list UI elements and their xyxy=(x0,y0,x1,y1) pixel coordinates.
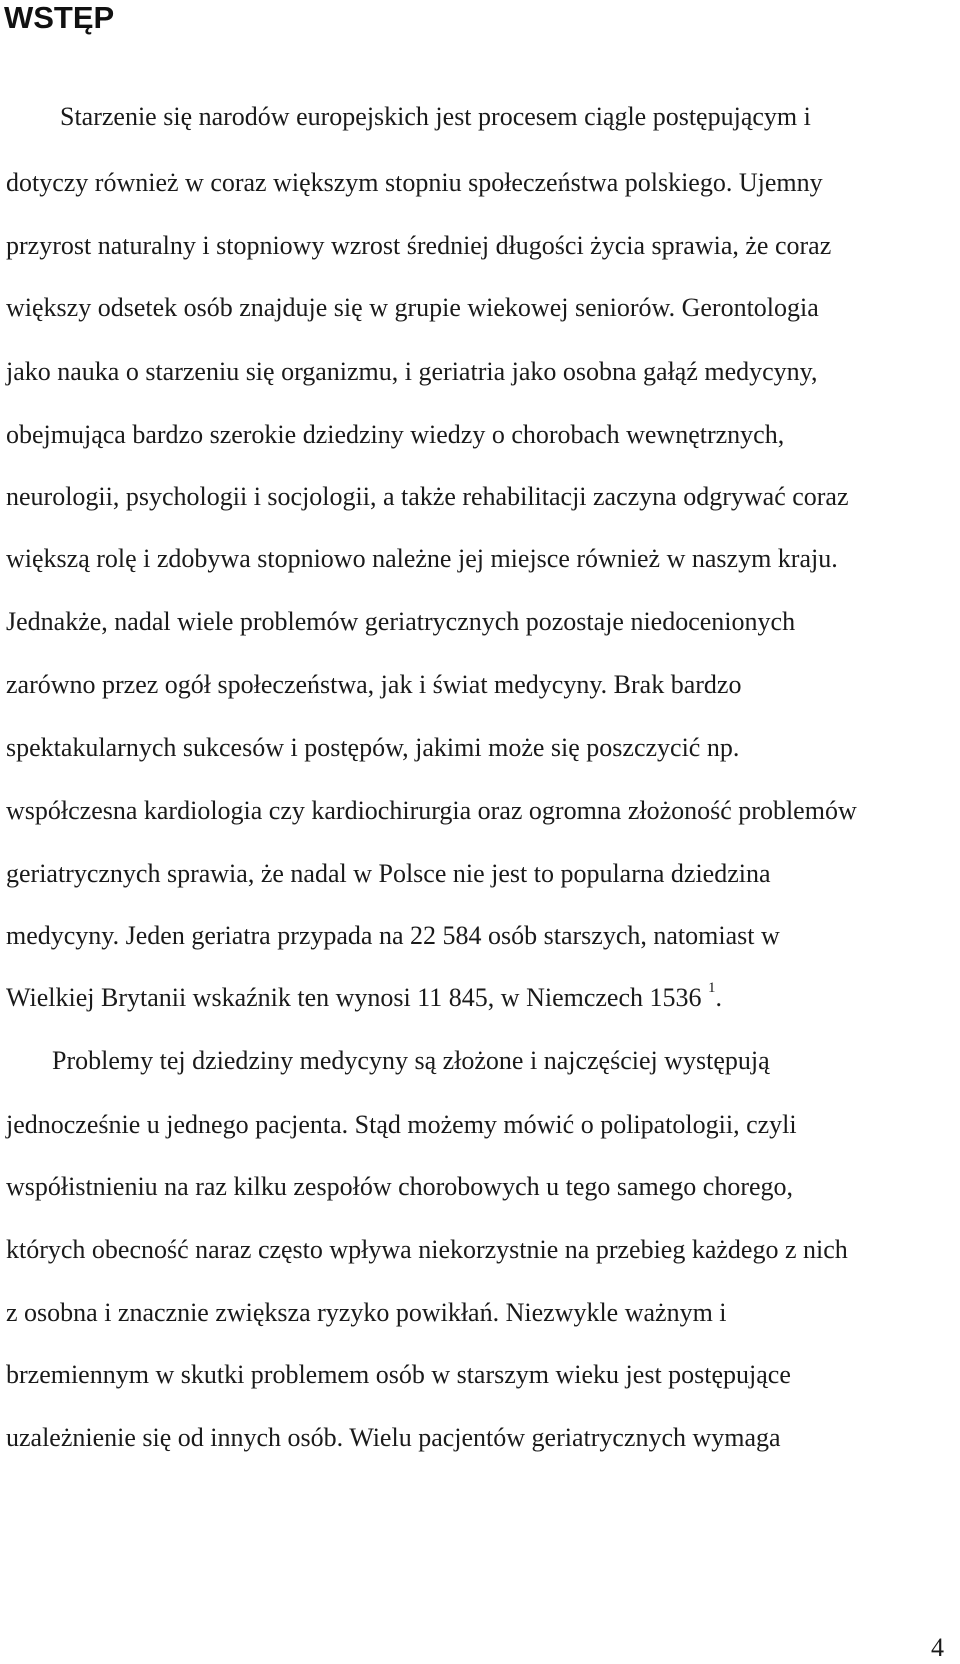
text-line: brzemiennym w skutki problemem osób w starszym wieku jest postępujące xyxy=(6,1360,791,1389)
text-line-content: Wielkiej Brytanii wskaźnik ten wynosi 11 845, w Niemczech 1536 xyxy=(6,983,702,1012)
text-line: współistnieniu na raz kilku zespołów chorobowych u tego samego chorego, xyxy=(6,1172,794,1201)
text-line: zarówno przez ogół społeczeństwa, jak i świat medycyny. Brak bardzo xyxy=(6,670,742,699)
text-line: Jednakże, nadal wiele problemów geriatrycznych pozostaje niedocenionych xyxy=(6,607,796,636)
text-line: z osobna i znacznie zwiększa ryzyko powikłań. Niezwykle ważnym i xyxy=(6,1298,727,1327)
text-line: jednocześnie u jednego pacjenta. Stąd możemy mówić o polipatologii, czyli xyxy=(6,1110,797,1139)
text-line: których obecność naraz często wpływa niekorzystnie na przebieg każdego z nich xyxy=(6,1235,848,1264)
footnote-marker: 1 xyxy=(708,980,716,996)
text-line: przyrost naturalny i stopniowy wzrost średniej długości życia sprawia, że coraz xyxy=(6,231,832,260)
text-line: medycyny. Jeden geriatra przypada na 22 584 osób starszych, natomiast w xyxy=(6,921,780,950)
text-line-with-footnote xyxy=(6,982,722,1014)
text-line: obejmująca bardzo szerokie dziedziny wiedzy o chorobach wewnętrznych, xyxy=(6,420,785,449)
footnote-trailing: . xyxy=(715,983,722,1012)
page-number: 4 xyxy=(931,1633,944,1662)
text-line: współczesna kardiologia czy kardiochirurgia oraz ogromna złożoność problemów xyxy=(6,796,857,825)
text-line: uzależnienie się od innych osób. Wielu pacjentów geriatrycznych wymaga xyxy=(6,1423,781,1452)
text-line: większą rolę i zdobywa stopniowo należne jej miejsce również w naszym kraju. xyxy=(6,544,838,573)
text-line: Starzenie się narodów europejskich jest procesem ciągle postępującym i xyxy=(60,102,811,131)
text-line: jako nauka o starzeniu się organizmu, i geriatria jako osobna gałąź medycyny, xyxy=(6,357,818,386)
page-title: WSTĘP xyxy=(4,0,115,35)
text-line: większy odsetek osób znajduje się w grupie wiekowej seniorów. Gerontologia xyxy=(6,293,819,322)
text-line: geriatrycznych sprawia, że nadal w Polsce nie jest to popularna dziedzina xyxy=(6,859,771,888)
text-line: Problemy tej dziedziny medycyny są złożone i najczęściej występują xyxy=(52,1046,770,1075)
text-line: spektakularnych sukcesów i postępów, jakimi może się poszczycić np. xyxy=(6,733,740,762)
text-line: dotyczy również w coraz większym stopniu społeczeństwa polskiego. Ujemny xyxy=(6,168,823,197)
text-line: neurologii, psychologii i socjologii, a także rehabilitacji zaczyna odgrywać coraz xyxy=(6,482,849,511)
